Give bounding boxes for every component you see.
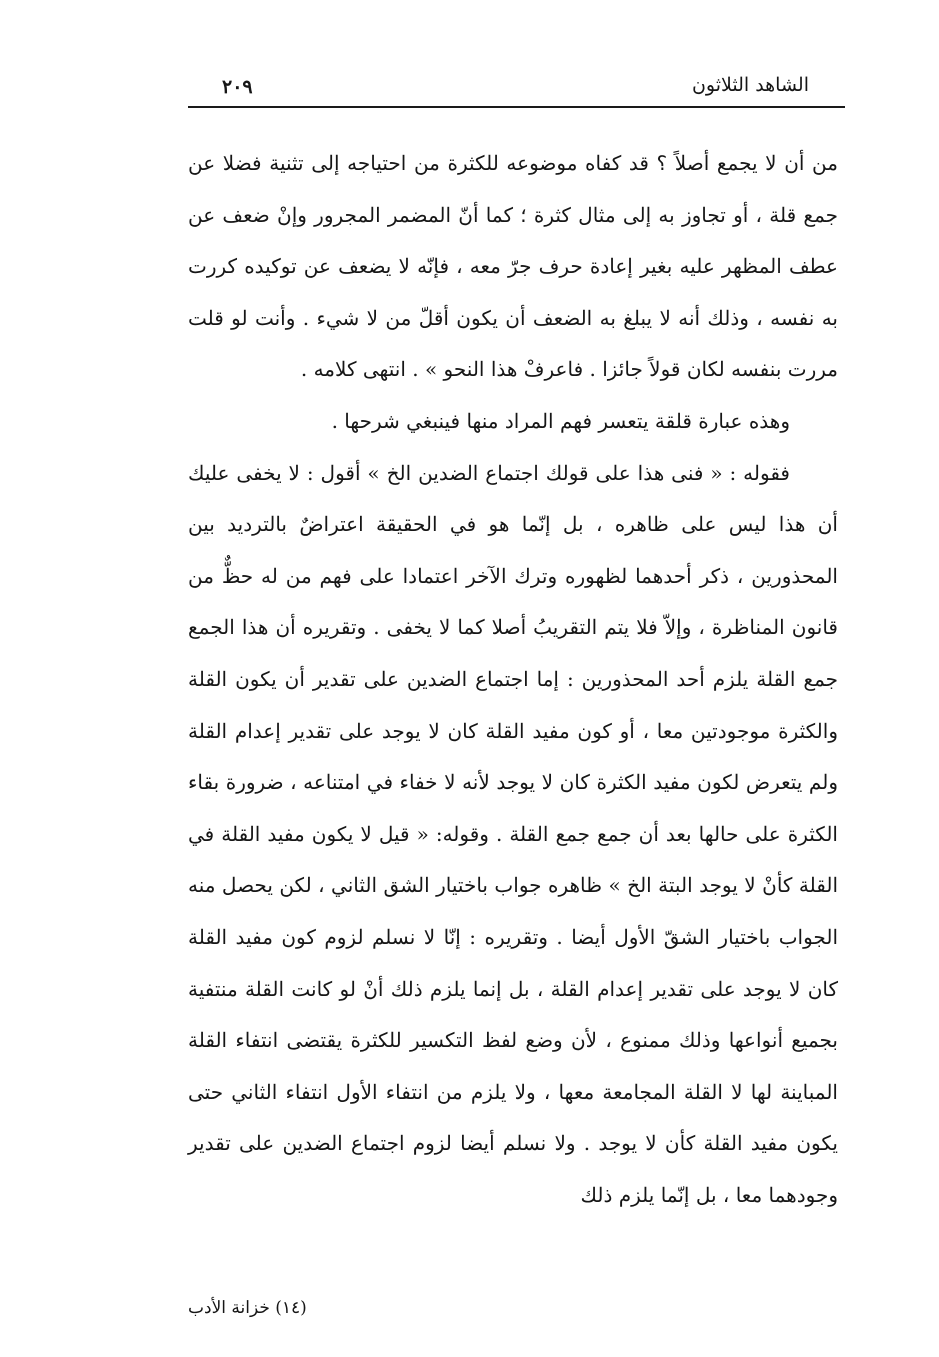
running-header <box>188 68 845 106</box>
footer-signature: (١٤) خزانة الأدب <box>188 1298 307 1318</box>
header-rule <box>188 106 845 108</box>
paragraph-1: من أن لا يجمع أصلاً ؟ قد كفاه موضوعه للكثرة من احتياجه إلى تثنية فضلا عن جمع قلة ، أو تجاوز به إلى مثال كثرة ؛ كما أنّ المضمر المجرور وإنْ ضعف عن عطف المظهر عليه بغير إعادة حرف جرّ معه ، فإنّه لا يضعف عن توكيده كررت به نفسه ، وذلك أنه لا يبلغ به الضعف أن يكون أقلّ من لا شيء . وأنت لو قلت مررت بنفسه لكان قولاً جائزا . فاعرفْ هذا النحو » . انتهى كلامه . <box>188 151 838 382</box>
paragraph-3: فقوله : « فنى هذا على قولك اجتماع الضدين الخ » أقول : لا يخفى عليك أن هذا ليس على ظاهره ، بل إنّما هو في الحقيقة اعتراضٌ بالترديد بين المحذورين ، ذكر أحدهما لظهوره وترك الآخر اعتمادا على فهم من له حظٌّ من قانون المناظرة ، وإلاّ فلا يتم التقريبُ أصلا كما لا يخفى . وتقريره أن هذا الجمع جمع القلة يلزم أحد المحذورين : إما اجتماع الضدين على تقدير أن يكون القلة والكثرة موجودتين معا ، أو كون مفيد القلة كان لا يوجد على تقدير إعدام القلة ولم يتعرض لكون مفيد الكثرة كان لا يوجد لأنه لا خفاء في امتناعه ، ضرورة بقاء الكثرة على حالها بعد أن جمع جمع القلة . وقوله: « قيل لا يكون مفيد القلة في القلة كأنْ لا يوجد البتة الخ » ظاهره جواب باختيار الشق الثاني ، لكن يحصل منه الجواب باختيار الشقّ الأول أيضا . وتقريره : إنّا لا نسلم لزوم كون مفيد القلة كان لا يوجد على تقدير إعدام القلة ، بل إنما يلزم ذلك أنْ لو كانت القلة منتفية بجميع أنواعها وذلك ممنوع ، لأن وضع لفظ التكسير للكثرة يقتضى انتفاء القلة المباينة لها لا القلة المجامعة معها ، ولا يلزم من انتفاء الأول انتفاء الثاني حتى يكون مفيد القلة كأن لا يوجد . ولا نسلم أيضا لزوم اجتماع الضدين على تقدير وجودهما معا ، بل إنّما يلزم ذلك <box>188 460 838 1207</box>
body-text <box>188 138 838 1221</box>
page-number: ٢٠٩ <box>222 76 253 98</box>
running-title: الشاهد الثلاثون <box>691 74 809 96</box>
paragraph-2: وهذه عبارة قلقة يتعسر فهم المراد منها فينبغي شرحها . <box>331 408 790 433</box>
